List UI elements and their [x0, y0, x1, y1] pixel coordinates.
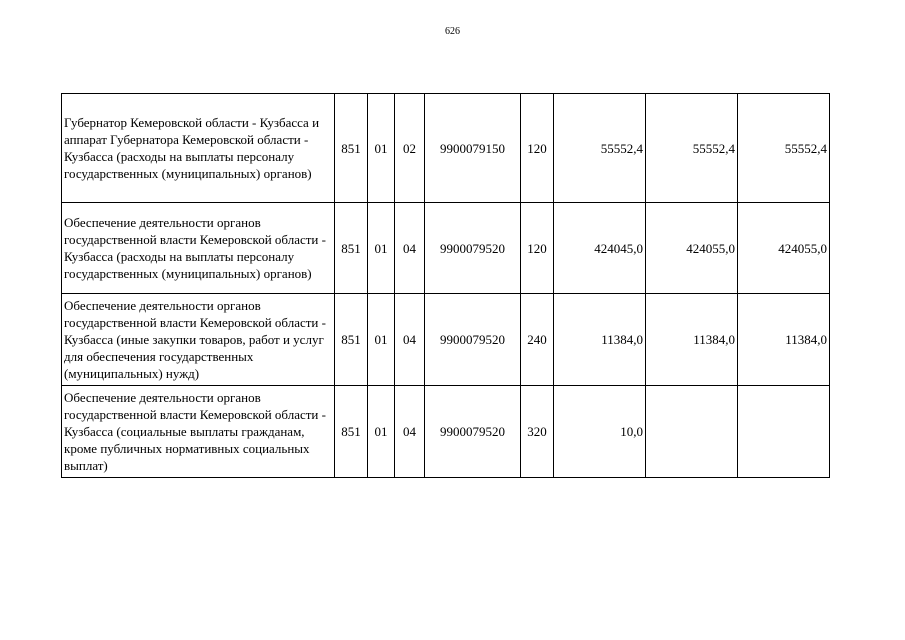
- row-description: Обеспечение деятельности органов государственной власти Кемеровской области - Кузбасса (расходы на выплаты персоналу государственных (муниципальных) органов): [62, 203, 335, 294]
- section-code: 01: [368, 294, 395, 386]
- row-description: Губернатор Кемеровской области - Кузбасса и аппарат Губернатора Кемеровской области - Кузбасса (расходы на выплаты персоналу государственных (муниципальных) органов): [62, 94, 335, 203]
- table-row: [62, 203, 830, 294]
- page-number: 626: [445, 26, 460, 37]
- ministry-code: 851: [335, 203, 368, 294]
- amount-year-2: 424055,0: [646, 203, 738, 294]
- expense-type-code: 120: [521, 203, 554, 294]
- expense-type-code: 320: [521, 386, 554, 478]
- ministry-code: 851: [335, 294, 368, 386]
- ministry-code: 851: [335, 94, 368, 203]
- table-row: [62, 294, 830, 386]
- section-code: 01: [368, 203, 395, 294]
- section-code: 01: [368, 94, 395, 203]
- amount-year-2: 55552,4: [646, 94, 738, 203]
- amount-year-1: 424045,0: [554, 203, 646, 294]
- table-row: [62, 94, 830, 203]
- row-description: Обеспечение деятельности органов государственной власти Кемеровской области - Кузбасса (социальные выплаты гражданам, кроме публичных нормативных социальных выплат): [62, 386, 335, 478]
- amount-year-1: 55552,4: [554, 94, 646, 203]
- amount-year-1: 10,0: [554, 386, 646, 478]
- subsection-code: 04: [395, 203, 425, 294]
- target-article-code: 9900079520: [425, 386, 521, 478]
- table-row: [62, 386, 830, 478]
- budget-table: [61, 93, 830, 478]
- amount-year-2: [646, 386, 738, 478]
- amount-year-3: [738, 386, 830, 478]
- target-article-code: 9900079520: [425, 294, 521, 386]
- row-description: Обеспечение деятельности органов государственной власти Кемеровской области - Кузбасса (иные закупки товаров, работ и услуг для обеспечения государственных (муниципальных) нужд): [62, 294, 335, 386]
- section-code: 01: [368, 386, 395, 478]
- subsection-code: 04: [395, 386, 425, 478]
- target-article-code: 9900079150: [425, 94, 521, 203]
- subsection-code: 04: [395, 294, 425, 386]
- expense-type-code: 120: [521, 94, 554, 203]
- expense-type-code: 240: [521, 294, 554, 386]
- target-article-code: 9900079520: [425, 203, 521, 294]
- amount-year-3: 11384,0: [738, 294, 830, 386]
- amount-year-1: 11384,0: [554, 294, 646, 386]
- amount-year-3: 424055,0: [738, 203, 830, 294]
- subsection-code: 02: [395, 94, 425, 203]
- amount-year-3: 55552,4: [738, 94, 830, 203]
- amount-year-2: 11384,0: [646, 294, 738, 386]
- ministry-code: 851: [335, 386, 368, 478]
